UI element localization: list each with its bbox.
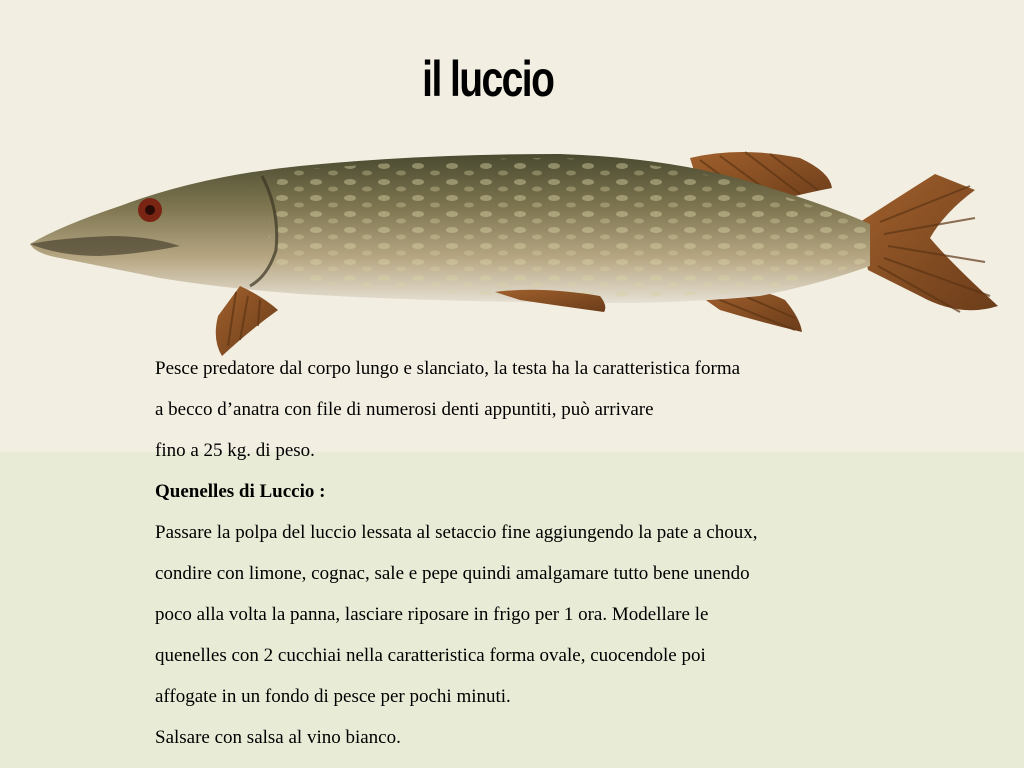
recipe-line: affogate in un fondo di pesce per pochi minuti. [155,686,511,707]
body-text [155,352,995,762]
recipe-line: condire con limone, cognac, sale e pepe quindi amalgamare tutto bene unendo [155,563,750,584]
description-line: Pesce predatore dal corpo lungo e slanciato, la testa ha la caratteristica forma [155,358,741,379]
tail-fin [860,174,998,310]
description-line: a becco d’anatra con file di numerosi denti appuntiti, può arrivare [155,399,654,420]
recipe-heading: Quenelles di Luccio : [155,481,326,502]
page-title: il luccio [422,51,554,107]
recipe-line: quenelles con 2 cucchiai nella caratteristica forma ovale, cuocendole poi [155,645,706,666]
pectoral-fin [216,286,278,356]
recipe-line: poco alla volta la panna, lasciare riposare in frigo per 1 ora. Modellare le [155,604,709,625]
description-line: fino a 25 kg. di peso. [155,440,315,461]
recipe-line: Passare la polpa del luccio lessata al setaccio fine aggiungendo la pate a choux, [155,522,758,543]
recipe-line: Salsare con salsa al vino bianco. [155,727,401,748]
